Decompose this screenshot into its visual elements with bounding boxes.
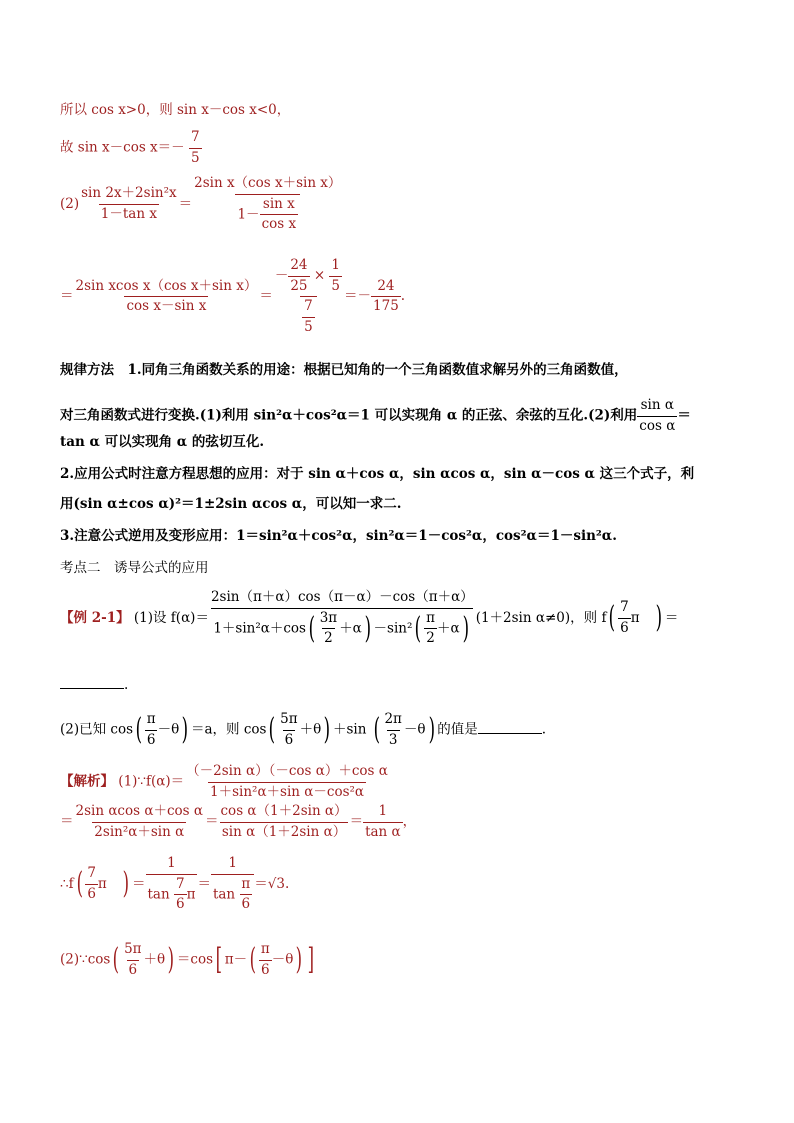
fraction — [219, 804, 350, 840]
denominator: 5 — [304, 318, 313, 335]
denominator: 2 — [324, 630, 333, 647]
result-value: ＝√3. — [254, 875, 290, 892]
fraction — [329, 258, 342, 294]
fraction — [273, 258, 344, 335]
numerator: 24 — [377, 277, 395, 294]
fraction — [371, 279, 401, 315]
denominator: 2 — [426, 630, 435, 647]
numerator: cos α（1＋2sin α） — [220, 803, 348, 819]
analysis-text: ＝cos — [176, 951, 214, 968]
example-tag: 【例 2-1】 — [60, 609, 130, 626]
numerator: 5π — [280, 711, 298, 727]
times-sign: × — [313, 267, 326, 284]
pi-symbol: π — [186, 886, 196, 903]
numerator: 7 — [190, 129, 200, 145]
question-text: －θ — [157, 721, 180, 738]
fraction — [189, 130, 202, 166]
part-label: (2) — [60, 195, 80, 212]
numerator: 7 — [87, 865, 96, 882]
method-paragraph-2a — [60, 468, 694, 482]
numerator: 1 — [331, 257, 341, 273]
paren-close: ) — [295, 942, 303, 978]
numerator: 3π — [319, 609, 338, 626]
answer-blank[interactable] — [478, 721, 542, 734]
question-text: 的值是 — [437, 721, 478, 738]
denominator — [146, 874, 198, 913]
numerator: 1 — [167, 855, 176, 871]
method-paragraph-3 — [60, 530, 617, 544]
paren-open: ( — [373, 712, 380, 748]
fraction — [74, 804, 206, 840]
denominator: 3 — [388, 731, 398, 748]
question-text: (1＋2sin α≠0)，则 f — [475, 609, 607, 626]
analysis-text: ∴f — [60, 875, 74, 892]
numerator: （－2sin α）（－cos α）＋cos α — [186, 763, 388, 779]
numerator: 2sin（π＋α）cos（π－α）－cos（π＋α） — [210, 589, 474, 605]
question-text: ＋θ — [299, 721, 322, 738]
analysis-line-2 — [60, 804, 416, 840]
method-text: 1.同角三角函数关系的用途：根据已知角的一个三角函数值求解另外的三角函数值， — [127, 362, 628, 378]
equals-sign: ＝ — [677, 407, 691, 424]
numerator: π — [260, 941, 270, 957]
denominator: 25 — [290, 277, 308, 294]
fraction — [382, 712, 403, 748]
equals-sign: ＝ — [197, 875, 211, 892]
fraction — [85, 866, 98, 902]
method-text: 用(sin α±cos α)²＝1±2sin αcos α，可以知一求二. — [60, 496, 402, 512]
numerator: 2π — [384, 711, 402, 727]
fraction — [122, 942, 143, 978]
method-text: 3.注意公式逆用及变形应用：1＝sin²α＋cos²α，sin²α＝1－cos²α，cos²α＝1－sin²α. — [60, 528, 617, 544]
equals-sign: ＝－ — [344, 288, 372, 305]
denominator-text: －sin² — [373, 620, 413, 637]
question-text: －θ — [403, 721, 426, 738]
numerator: 24 — [290, 257, 308, 273]
equals-sign: ＝ — [178, 195, 193, 212]
line-text: 故 sin x－cos x＝－ — [60, 139, 185, 156]
paren-open: ( — [76, 866, 83, 902]
analysis-text: (2)∵cos — [60, 951, 111, 968]
paren-close: ) — [462, 610, 469, 646]
method-paragraph-1a — [60, 364, 628, 378]
denominator: tan α — [365, 823, 401, 840]
denominator: 5 — [331, 277, 341, 294]
denominator — [211, 874, 254, 913]
paren-close: ) — [655, 600, 663, 636]
method-paragraph-1c — [60, 436, 264, 450]
period: . — [400, 288, 406, 305]
fraction — [145, 712, 158, 748]
denominator: 1－tan x — [100, 205, 157, 222]
paren-close: ) — [364, 610, 371, 646]
paren-open: ( — [269, 712, 276, 748]
denominator-text: ＋α — [436, 620, 460, 637]
denominator: 5 — [190, 149, 200, 166]
denominator: cos x — [261, 216, 297, 233]
fraction — [288, 258, 309, 294]
paren-close: ) — [122, 866, 130, 902]
pi-symbol: π — [97, 875, 107, 892]
nested-fraction — [260, 197, 299, 233]
example-question-2 — [60, 712, 546, 748]
denominator-text: tan — [212, 886, 236, 903]
denominator — [235, 194, 300, 233]
numerator: sin α — [640, 397, 674, 413]
period: . — [124, 677, 129, 693]
numerator: π — [146, 711, 156, 727]
paren-open: ( — [249, 942, 257, 978]
answer-blank[interactable] — [60, 676, 124, 689]
numerator: 2sin αcos α＋cos α — [75, 803, 203, 819]
fraction — [146, 856, 198, 913]
denominator: 1＋sin²α＋sin α－cos²α — [210, 783, 365, 800]
paren-open: ( — [415, 610, 422, 646]
method-paragraph-1b — [60, 398, 691, 434]
pi-symbol: π — [630, 609, 640, 626]
denominator — [300, 296, 317, 335]
denominator: 6 — [128, 961, 138, 978]
equals-sign: ＝ — [60, 288, 74, 305]
bracket-open: [ — [215, 942, 223, 978]
paren-close: ) — [323, 712, 331, 748]
section-heading — [60, 562, 209, 576]
fraction — [424, 611, 437, 647]
numerator: 7 — [304, 298, 313, 315]
paren-open: ( — [135, 712, 143, 748]
denominator: 6 — [284, 731, 294, 748]
fraction — [174, 877, 187, 913]
line-part2-result — [60, 258, 405, 335]
fraction — [637, 398, 677, 434]
denominator: 6 — [175, 896, 185, 913]
line-cos-positive — [60, 104, 290, 118]
line-part2-expression — [60, 176, 343, 233]
denominator-lead: 1－ — [237, 206, 260, 223]
denominator — [211, 608, 473, 647]
analysis-text: －θ — [271, 951, 294, 968]
line-text: 所以 cos x>0，则 sin x－cos x<0， — [60, 102, 291, 118]
denominator: cos x－sin x — [126, 298, 207, 315]
method-text: tan α 可以实现角 α 的弦切互化. — [60, 434, 265, 450]
equals-sign: ＝ — [60, 813, 74, 830]
fraction — [74, 279, 260, 315]
analysis-line-1 — [60, 764, 390, 800]
comma: ， — [402, 813, 417, 830]
denominator-text: ＋α — [339, 620, 362, 637]
denominator-text: tan — [147, 886, 170, 903]
equals-sign: ＝ — [259, 288, 273, 305]
analysis-tag: 【解析】 — [60, 773, 114, 790]
bracket-close: ] — [307, 942, 315, 978]
numerator: sin x — [262, 195, 295, 212]
fraction — [192, 176, 343, 233]
denominator: 6 — [87, 885, 96, 902]
fraction — [363, 804, 403, 840]
line-difference-result — [60, 130, 202, 166]
denominator: 6 — [241, 896, 251, 913]
denominator: 6 — [260, 961, 270, 978]
equals-sign: ＝ — [132, 875, 146, 892]
analysis-text: ＋θ — [143, 951, 166, 968]
numerator: 2sin xcos x（cos x＋sin x） — [75, 277, 258, 294]
fraction — [302, 299, 315, 335]
denominator-text: 1＋sin²α＋cos — [213, 620, 306, 637]
numerator: 7 — [175, 875, 185, 892]
paren-open: ( — [112, 942, 120, 978]
method-heading: 规律方法 — [60, 362, 114, 378]
paren-open: ( — [308, 610, 316, 646]
analysis-line-4 — [60, 942, 317, 978]
denominator: 2sin²α＋sin α — [94, 823, 185, 840]
denominator: 175 — [373, 298, 399, 315]
fraction — [239, 877, 252, 913]
paren-open: ( — [609, 600, 616, 636]
fraction — [318, 611, 339, 647]
numerator: 5π — [124, 941, 142, 957]
fraction — [79, 186, 179, 222]
fraction — [209, 590, 476, 647]
denominator: cos α — [639, 417, 676, 434]
paren-close: ) — [181, 712, 189, 748]
equals-sign: ＝ — [664, 609, 679, 626]
analysis-text: (1)∵f(α)＝ — [118, 773, 185, 790]
numerator: π — [241, 875, 251, 892]
denominator: sin α（1＋2sin α） — [221, 823, 347, 840]
question-text: (2)已知 cos — [60, 721, 134, 738]
answer-blank-row — [60, 676, 128, 693]
analysis-line-3 — [60, 856, 289, 913]
period: . — [541, 721, 547, 738]
question-text: ＝a，则 cos — [190, 721, 267, 738]
example-question-1 — [60, 590, 678, 647]
method-text: 2.应用公式时注意方程思想的应用：对于 sin α＋cos α，sin αcos α，sin α－cos α 这三个式子，利 — [60, 466, 695, 482]
paren-close: ) — [167, 942, 175, 978]
numerator: π — [426, 609, 435, 626]
paren-close: ) — [428, 712, 435, 748]
fraction — [259, 942, 272, 978]
numerator: 7 — [620, 599, 629, 616]
method-paragraph-2b — [60, 498, 401, 512]
fraction — [618, 600, 631, 636]
fraction — [211, 856, 254, 913]
numerator: 2sin x（cos x＋sin x） — [194, 175, 342, 191]
numerator: 1 — [228, 855, 237, 871]
numerator: － $\frac{24}{25}$ × $\frac{1}{5}$ — [274, 257, 341, 294]
denominator: 6 — [620, 619, 629, 636]
fraction — [278, 712, 299, 748]
equals-sign: ＝ — [205, 813, 219, 830]
method-text: 对三角函数式进行变换.(1)利用 sin²α＋cos²α＝1 可以实现角 α 的正弦、余弦的互化.(2)利用 — [60, 407, 638, 424]
question-text: ＋sin — [333, 721, 367, 738]
fraction — [184, 764, 390, 800]
denominator: 6 — [146, 731, 156, 748]
numerator: 1 — [378, 803, 388, 819]
section-title: 考点二 诱导公式的应用 — [60, 560, 209, 576]
question-text: (1)设 f(α)＝ — [133, 609, 209, 626]
analysis-text: π－ — [224, 951, 248, 968]
equals-sign: ＝ — [349, 813, 364, 830]
numerator: sin 2x＋2sin²x — [81, 185, 177, 202]
